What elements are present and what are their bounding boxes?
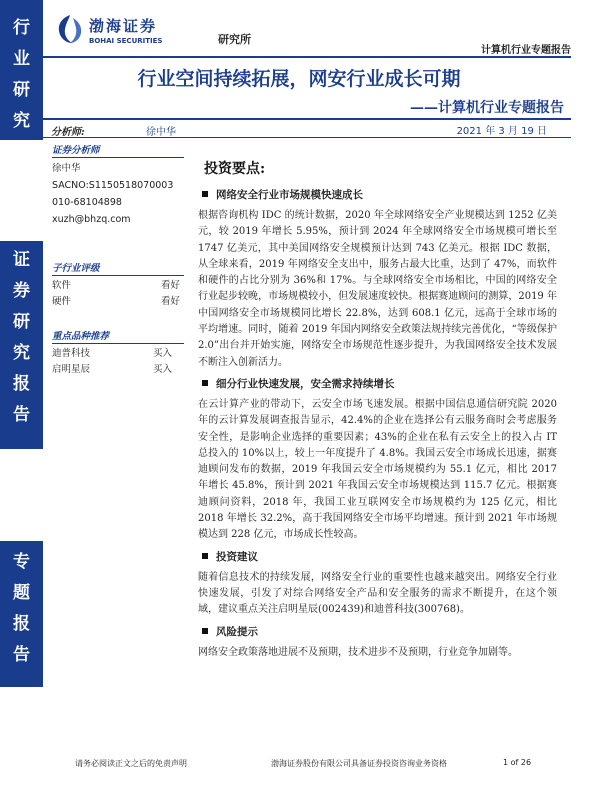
pick-name: 迪普科技 <box>52 348 91 359</box>
analyst-heading: 证券分析师 <box>52 142 184 158</box>
pick-name: 启明星辰 <box>52 364 91 375</box>
rating-name: 软件 <box>52 280 72 291</box>
side-tab-char: 证 <box>13 250 30 270</box>
company-qualification: 渤海证券股份有限公司具备证券投资咨询业务资格 <box>271 759 447 768</box>
page-title: 行业空间持续拓展，网安行业成长可期 <box>137 68 461 90</box>
side-tab-char: 业 <box>13 49 30 69</box>
page-number: 1 of 26 <box>503 758 532 767</box>
section-title: 投资建议 <box>216 550 258 563</box>
bohai-logo-icon <box>56 14 84 44</box>
sac-number: SACNO:S1150518070003 <box>52 180 174 191</box>
side-tab-char: 报 <box>13 614 30 634</box>
side-tab-char: 究 <box>13 111 30 131</box>
section-body: 根据咨询机构 IDC 的统计数据，2020 年全球网络安全产业规模达到 1252 亿美元，较 2019 年增长 5.95%，预计到 2024 年全球网络安全市场规模可增长至 1747 亿美元，其中美国网络安全规模预计达到 743 亿美元。根据 IDC 数据，从全球来看，2019 年网络安全支出中，服务占最大比重，达到了 47%，而软件和硬件的占比分别为 36%和 17%。与全球网络安全市场相比，中国的网络安全行业起步较晚，市场规模较小，但发展速度较快。根据赛迪顾问的测算，2019 年中国网络安全市场规模同比增长 22.8%，达到 608.1 亿元，远高于全球市场的平均增速。同时，随着 2019 年国内网络安全政策法规持续完善优化，“等级保护 2.0”出台并开始实施，网络安全市场规范性逐步提升，为我国网络安全技术发展不断注入创新活力。 <box>198 210 557 368</box>
page-subtitle: ——计算机行业专题报告 <box>410 100 564 116</box>
logo-institute: 研究所 <box>218 33 251 46</box>
ratings-heading: 子行业评级 <box>52 260 184 276</box>
side-tab-char: 研 <box>13 312 30 332</box>
side-tab-char: 题 <box>13 583 30 603</box>
pick-rating: 买入 <box>152 364 172 375</box>
analyst-name: 徐中华 <box>146 127 176 138</box>
square-bullet-icon <box>202 628 208 634</box>
report-date: 2021 年 3 月 19 日 <box>456 126 547 137</box>
section-heading <box>202 375 557 393</box>
rating-name: 硬件 <box>52 296 72 307</box>
side-tab-char: 研 <box>13 80 30 100</box>
info-sidebar <box>52 142 184 378</box>
side-tab-char: 专 <box>13 552 30 572</box>
pick-row <box>52 362 184 378</box>
meta-row <box>43 118 571 138</box>
side-tab-char: 告 <box>13 405 30 425</box>
rating-value: 看好 <box>160 280 180 291</box>
section-heading <box>202 623 557 641</box>
section-heading <box>202 186 557 204</box>
section-body: 网络安全政策落地进展不及预期，技术进步不及预期，行业竞争加剧等。 <box>198 646 518 658</box>
logo-name-en: BOHAI SECURITIES <box>89 37 163 45</box>
header-divider <box>43 56 571 58</box>
pick-row <box>52 346 184 362</box>
section-title: 风险提示 <box>216 625 258 638</box>
side-tab-char: 究 <box>13 343 30 363</box>
section-body: 在云计算产业的带动下，云安全市场飞速发展。根据中国信息通信研究院 2020 年的云计算发展调查报告显示，42.4%的企业在选择公有云服务商时会考虑服务安全性，是影响企业选择的重要因素；43%的企业在私有云安全上的投入占 IT 总投入的 10%以上，较上一年度提升了 4.8%。我国云安全市场成长迅速，据赛迪顾问发布的数据，2019 年我国云安全市场规模约为 55.1 亿元，相比 2017 年增长 45.8%，预计到 2021 年我国云安全市场规模达到 115.7 亿元。根据赛迪顾问资料，2018 年，我国工业互联网安全市场规模约为 125 亿元，相比 2018 年增长 32.2%，高于我国网络安全市场平均增速。预计到 2021 年市场规模达到 228 亿元，市场成长性较高。 <box>198 398 557 541</box>
square-bullet-icon <box>202 553 208 559</box>
email-address: xuzh@bhzq.com <box>52 214 131 225</box>
side-tab-char: 报 <box>13 374 30 394</box>
section-heading <box>202 548 557 566</box>
section-body: 随着信息技术的持续发展，网络安全行业的重要性也越来越突出。网络安全行业快速发展，引发了对综合网络安全产品和安全服务的需求不断提升，在这个领域，建议重点关注启明星辰(002439)和迪普科技(300768)。 <box>198 571 557 616</box>
phone-number: 010-68104898 <box>52 197 122 208</box>
side-tab-special-report <box>0 541 43 687</box>
logo-name-cn: 渤海证券 <box>89 17 158 35</box>
rating-row <box>52 294 184 310</box>
report-type-label: 计算机行业专题报告 <box>481 45 571 56</box>
side-tab-industry-research <box>0 0 43 140</box>
side-tab-char: 行 <box>13 18 30 38</box>
section-title: 细分行业快速发展，安全需求持续增长 <box>216 377 395 390</box>
disclaimer-note: 请务必阅读正文之后的免责声明 <box>75 759 187 768</box>
analyst-label: 分析师: <box>51 127 85 138</box>
picks-heading: 重点品种推荐 <box>52 328 184 344</box>
sidebar-analyst-name: 徐中华 <box>52 163 81 174</box>
main-content <box>198 158 557 661</box>
side-tab-char: 券 <box>13 281 30 301</box>
rating-value: 看好 <box>160 296 180 307</box>
side-tab-securities-report <box>0 241 43 449</box>
key-points-heading: 投资要点: <box>204 161 266 177</box>
section-title: 网络安全行业市场规模快速成长 <box>216 189 363 201</box>
side-tab-char: 告 <box>13 645 30 665</box>
pick-rating: 买入 <box>152 348 172 359</box>
square-bullet-icon <box>202 191 208 197</box>
square-bullet-icon <box>202 380 208 386</box>
rating-row <box>52 278 184 294</box>
